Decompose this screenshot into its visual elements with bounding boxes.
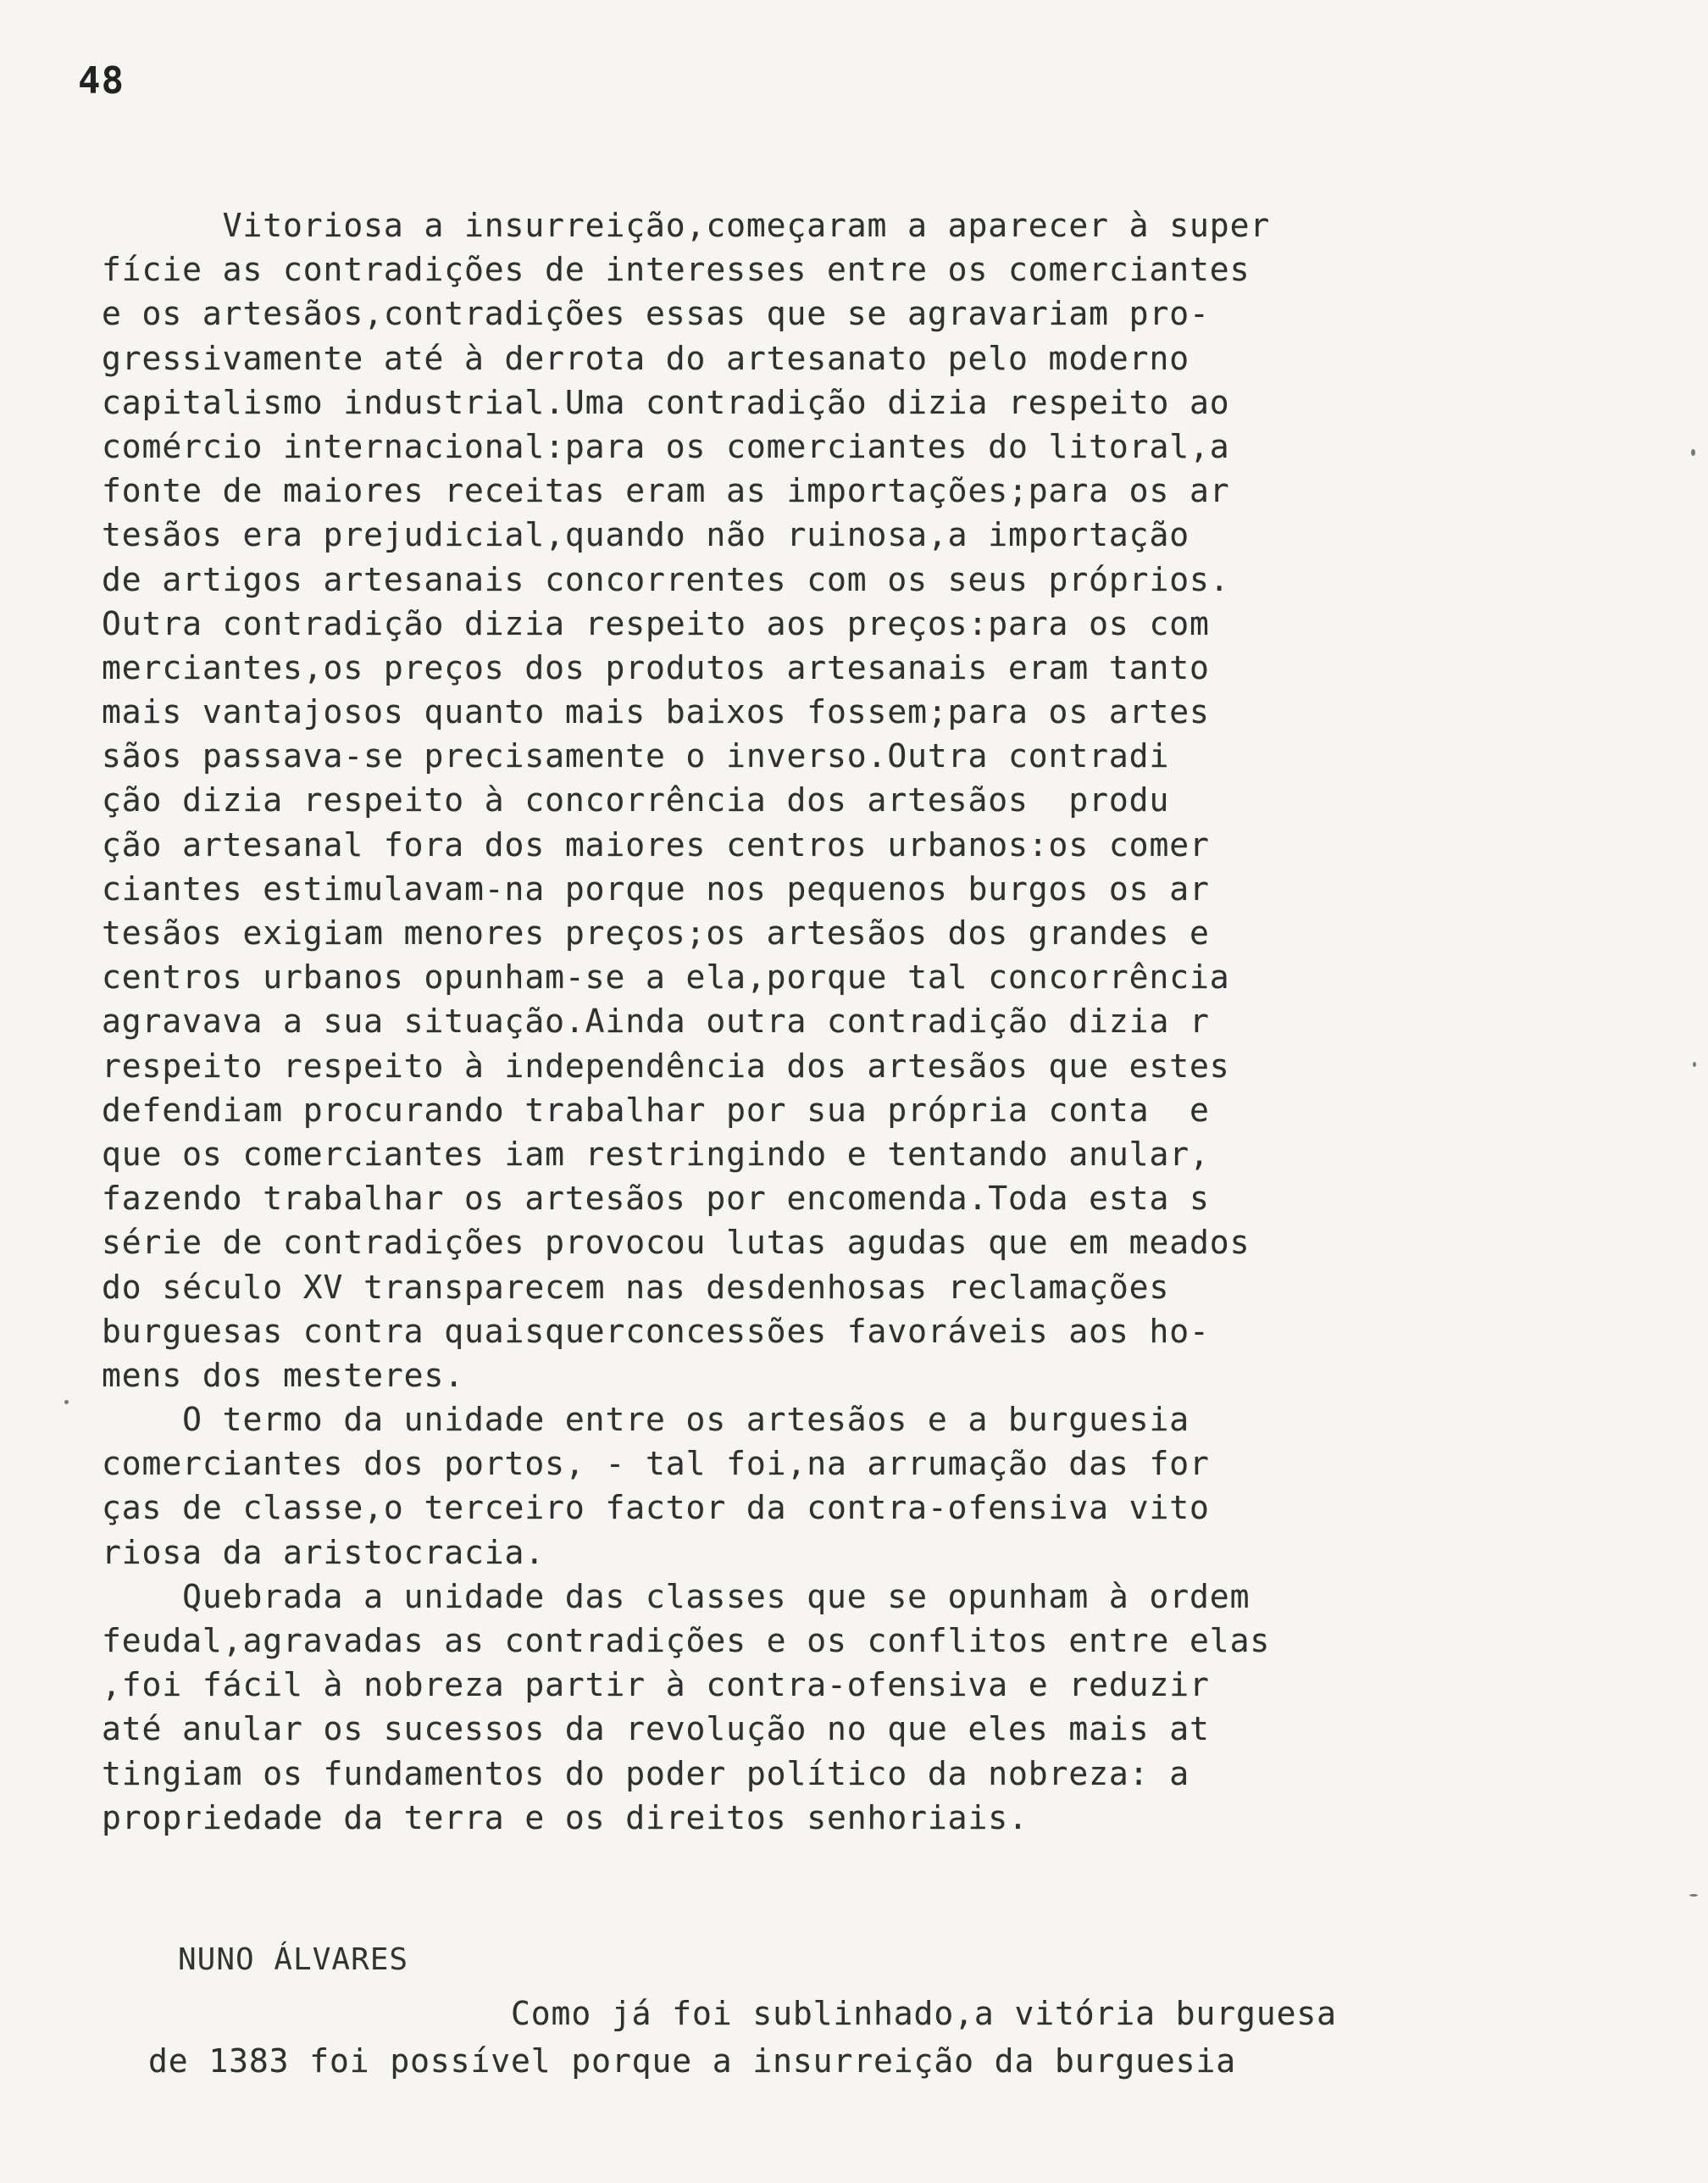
paper-speck (1691, 449, 1695, 456)
text-line: fazendo trabalhar os artesãos por encomenda.Toda esta s (102, 1180, 1210, 1218)
text-line: ção artesanal fora dos maiores centros urbanos:os comer (102, 825, 1210, 864)
paper-speck (1693, 1062, 1696, 1067)
text-line: fonte de maiores receitas eram as importações;para os ar (102, 472, 1230, 510)
text-line: comerciantes dos portos, - tal foi,na arrumação das for (102, 1445, 1210, 1483)
text-line: defendiam procurando trabalhar por sua própria conta e (102, 1091, 1210, 1129)
text-line: que os comerciantes iam restringindo e tentando anular, (102, 1135, 1210, 1173)
text-line: e os artesãos,contradições essas que se agravariam pro- (102, 295, 1210, 333)
text-line: de artigos artesanais concorrentes com os seus próprios. (102, 560, 1230, 598)
text-line: comércio internacional:para os comerciantes do litoral,a (102, 427, 1230, 465)
paper-speck (64, 1400, 69, 1404)
text-line: centros urbanos opunham-se a ela,porque tal concorrência (102, 958, 1230, 997)
text-line: O termo da unidade entre os artesãos e a burguesia (102, 1401, 1190, 1439)
section-heading: NUNO ÁLVARES (178, 1942, 409, 1977)
text-line: Vitoriosa a insurreição,começaram a aparecer à super (102, 207, 1271, 244)
text-line: até anular os sucessos da revolução no que eles mais at (102, 1710, 1210, 1748)
text-line: tesãos era prejudicial,quando não ruinosa,a importação (102, 516, 1190, 554)
text-line: ,foi fácil à nobreza partir à contra-ofensiva e reduzir (102, 1666, 1210, 1704)
text-line: ção dizia respeito à concorrência dos artesãos produ (102, 781, 1170, 819)
text-line: tingiam os fundamentos do poder político da nobreza: a (102, 1754, 1190, 1792)
paper-speck (1689, 1894, 1698, 1897)
text-line: Quebrada a unidade das classes que se opunham à ordem (102, 1577, 1250, 1615)
text-line: propriedade da terra e os direitos senhoriais. (102, 1798, 1029, 1836)
text-line: burguesas contra quaisquerconcessões favoráveis aos ho- (102, 1312, 1210, 1350)
text-line: fície as contradições de interesses entre os comerciantes (102, 251, 1250, 289)
text-line: ciantes estimulavam-na porque nos pequenos burgos os ar (102, 869, 1210, 908)
text-line: de 1383 foi possível porque a insurreição da burguesia (148, 2042, 1237, 2080)
text-line: feudal,agravadas as contradições e os conflitos entre elas (102, 1622, 1271, 1659)
text-line: sãos passava-se precisamente o inverso.Outra contradi (102, 737, 1170, 775)
text-line: riosa da aristocracia. (102, 1533, 546, 1571)
text-line: gressivamente até à derrota do artesanato pelo moderno (102, 339, 1190, 377)
text-line: mais vantajosos quanto mais baixos fossem;para os artes (102, 693, 1210, 731)
section-text (148, 1990, 1572, 2085)
body-text (102, 203, 1542, 1840)
text-line: Como já foi sublinhado,a vitória burguesa (148, 1995, 1337, 2032)
text-line: respeito respeito à independência dos artesãos que estes (102, 1047, 1230, 1085)
text-line: mens dos mesteres. (102, 1356, 465, 1394)
text-line: série de contradições provocou lutas agudas que em meados (102, 1224, 1250, 1262)
page-number: 48 (78, 59, 125, 103)
text-line: ças de classe,o terceiro factor da contra-ofensiva vito (102, 1489, 1210, 1527)
text-line: tesãos exigiam menores preços;os artesãos dos grandes e (102, 914, 1210, 952)
text-line: agravava a sua situação.Ainda outra contradição dizia r (102, 1003, 1210, 1041)
text-line: do século XV transparecem nas desdenhosas reclamações (102, 1268, 1170, 1306)
text-line: merciantes,os preços dos produtos artesanais eram tanto (102, 648, 1210, 686)
text-line: Outra contradição dizia respeito aos preços:para os com (102, 604, 1210, 642)
text-line: capitalismo industrial.Uma contradição dizia respeito ao (102, 383, 1230, 421)
